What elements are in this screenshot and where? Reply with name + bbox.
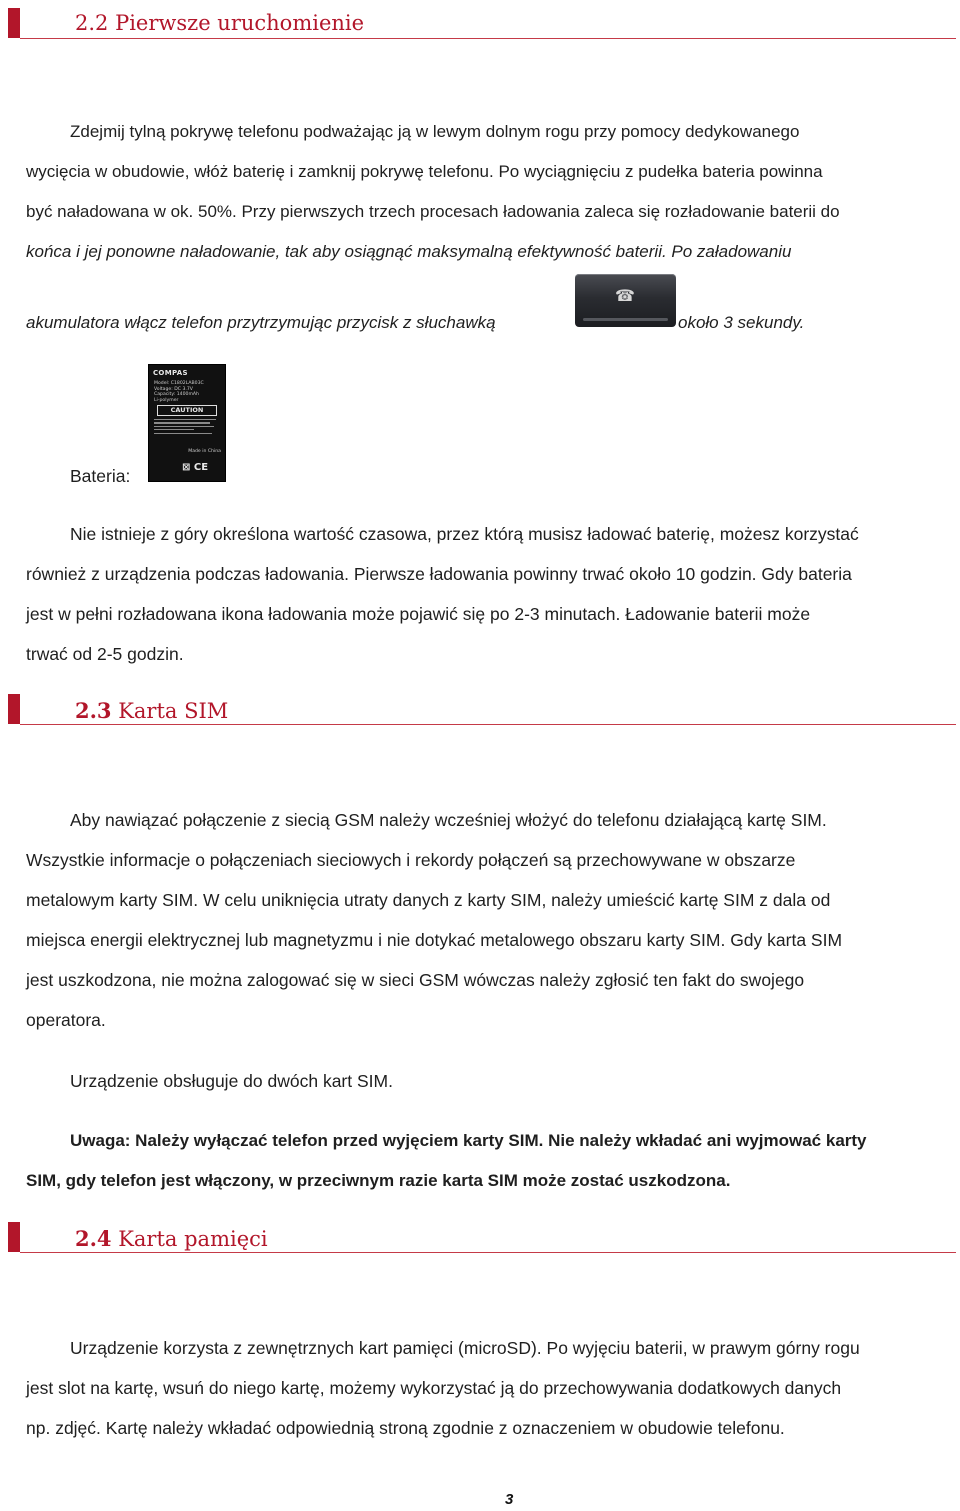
- battery-model-text: [154, 381, 204, 403]
- section-marker-2-2: [8, 8, 20, 38]
- phone-handset-icon: ☎: [615, 286, 635, 305]
- section-rule-2-4: [20, 1252, 956, 1253]
- battery-fine-print: [154, 419, 220, 441]
- section-heading-2-4: [75, 1228, 268, 1250]
- intro-line-1: Zdejmij tylną pokrywę telefonu podważając ją w lewym dolnym rogu przy pomocy dedykowanego: [70, 122, 800, 141]
- memory-line-3: np. zdjęć. Kartę należy wkładać odpowiednią stroną zgodnie z oznaczeniem w obudowie telefonu.: [26, 1418, 785, 1438]
- intro-line-5a: akumulatora włącz telefon przytrzymując przycisk z słuchawką: [26, 313, 496, 332]
- section-title-2-3: Karta SIM: [111, 699, 229, 723]
- call-button-image: [575, 274, 676, 327]
- section-title-2-4: Karta pamięci: [111, 1227, 268, 1251]
- sim-line-6: operatora.: [26, 1010, 106, 1030]
- intro-line-2: wycięcia w obudowie, włóż baterię i zamknij pokrywę telefonu. Po wyciągnięciu z pudełka bateria powinna: [26, 162, 823, 181]
- charging-line-4: trwać od 2-5 godzin.: [26, 644, 184, 664]
- section-marker-2-3: [8, 694, 20, 724]
- section-rule-2-3: [20, 724, 956, 725]
- memory-line-2: jest slot na kartę, wsuń do niego kartę, możemy wykorzystać ją do przechowywania dodatkowych danych: [26, 1378, 842, 1398]
- battery-model-line: Li-polymer: [154, 397, 179, 403]
- sim-line-4: miejsca energii elektrycznej lub magnetyzmu i nie dotykać metalowego obszaru karty SIM. Gdy karta SIM: [26, 930, 843, 950]
- battery-model-line: Voltage: DC 3.7V: [154, 386, 193, 392]
- intro-line-3: być naładowana w ok. 50%. Przy pierwszych trzech procesach ładowania zaleca się rozładowanie baterii do: [26, 202, 840, 221]
- sim-line-3: metalowym karty SIM. W celu uniknięcia utraty danych z karty SIM, należy umieścić kartę SIM z dala od: [26, 890, 831, 910]
- intro-line-4: końca i jej ponowne naładowanie, tak aby osiągnąć maksymalną efektywność baterii. Po załadowaniu: [26, 242, 792, 261]
- sim-warning-line-2: SIM, gdy telefon jest włączony, w przeciwnym razie karta SIM może zostać uszkodzona.: [26, 1171, 731, 1190]
- battery-caution-label: CAUTION: [157, 405, 217, 416]
- memory-line-1: Urządzenie korzysta z zewnętrznych kart pamięci (microSD). Po wyjęciu baterii, w prawym górny rogu: [70, 1338, 860, 1358]
- battery-logo: COMPAS: [153, 369, 188, 377]
- battery-model-line: Model: C1802LAB03C: [154, 381, 204, 386]
- section-number-2-4: 2.4: [75, 1226, 112, 1251]
- section-heading-2-2: 2.2 Pierwsze uruchomienie: [75, 11, 365, 35]
- sim-line-1: Aby nawiązać połączenie z siecią GSM należy wcześniej włożyć do telefonu działającą kartę SIM.: [70, 810, 827, 830]
- battery-certification-marks: ⊠ CE: [182, 462, 209, 473]
- intro-line-5b: około 3 sekundy.: [678, 313, 805, 332]
- section-heading-2-3: [75, 700, 228, 722]
- section-marker-2-4: [8, 1222, 20, 1252]
- sim-line-5: jest uszkodzona, nie można zalogować się w sieci GSM wówczas należy zgłosić ten fakt do swojego: [26, 970, 805, 990]
- sim-line-2: Wszystkie informacje o połączeniach sieciowych i rekordy połączeń są przechowywane w obszarze: [26, 850, 796, 870]
- charging-line-1: Nie istnieje z góry określona wartość czasowa, przez którą musisz ładować baterię, możesz korzystać: [70, 524, 859, 544]
- battery-label: Bateria:: [70, 466, 131, 486]
- charging-line-2: również z urządzenia podczas ładowania. Pierwsze ładowania powinny trwać około 10 godzin. Gdy bateria: [26, 564, 852, 584]
- page-number: 3: [505, 1491, 514, 1508]
- section-rule-2-2: [20, 38, 956, 39]
- section-number-2-3: 2.3: [75, 698, 112, 723]
- sim-warning-line-1: Uwaga: Należy wyłączać telefon przed wyjęciem karty SIM. Nie należy wkładać ani wyjmować karty: [70, 1131, 867, 1150]
- charging-line-3: jest w pełni rozładowana ikona ładowania może pojawić się po 2-3 minutach. Ładowanie baterii może: [26, 604, 811, 624]
- battery-image: [148, 364, 226, 482]
- battery-model-line: Capacity: 1400mAh: [154, 392, 199, 397]
- button-edge: [583, 318, 668, 321]
- battery-made-in: Made in China: [188, 449, 221, 454]
- sim-dual-note: Urządzenie obsługuje do dwóch kart SIM.: [70, 1071, 393, 1091]
